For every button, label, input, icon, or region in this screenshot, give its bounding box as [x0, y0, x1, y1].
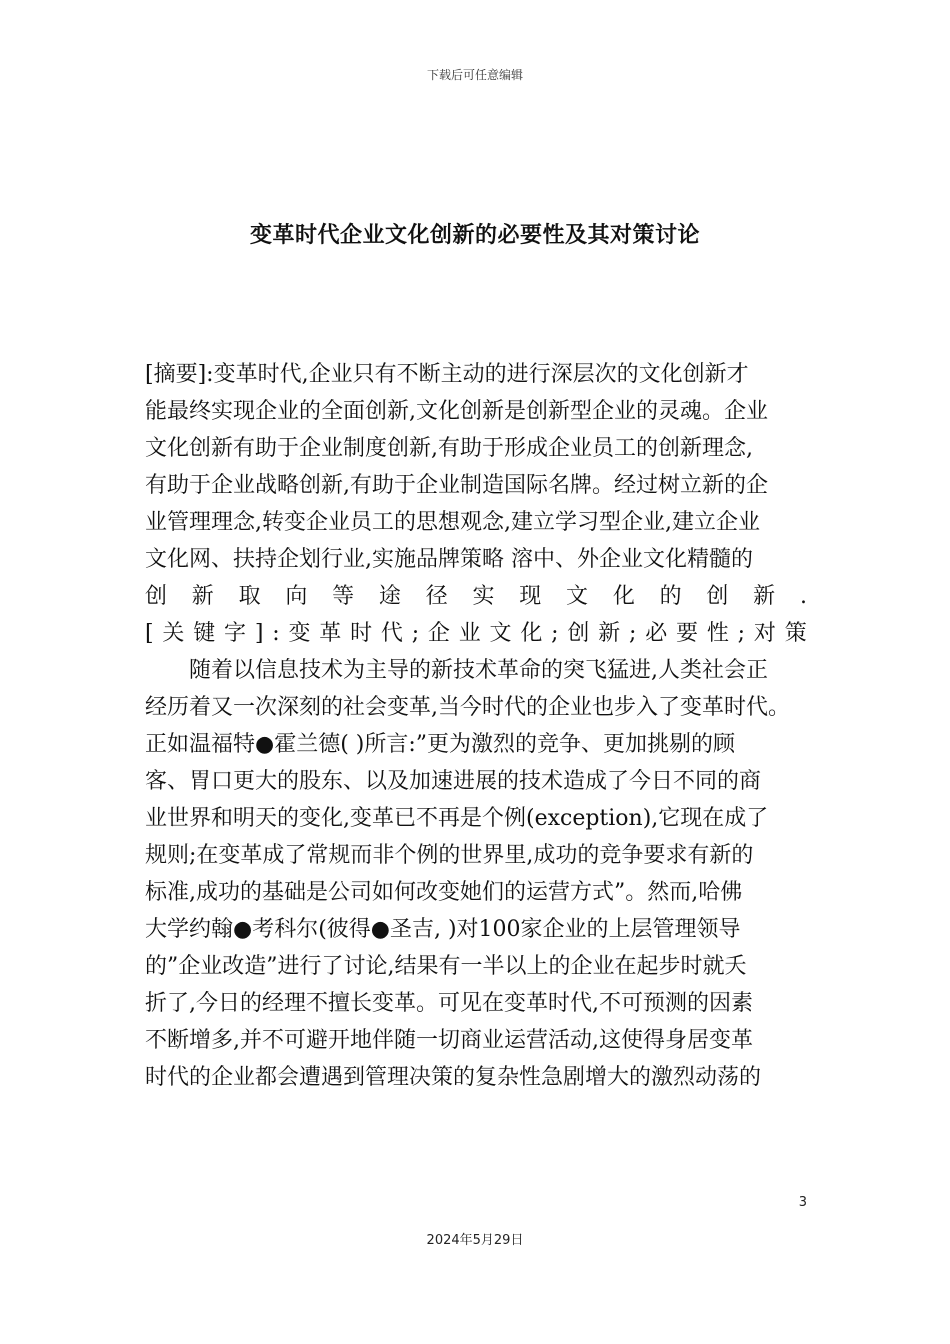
paragraph-line: 大学约翰●考科尔(彼得●圣吉, )对100家企业的上层管理领导: [145, 917, 741, 942]
spread-char: 策: [784, 621, 807, 646]
spread-char: 创: [706, 584, 729, 609]
spread-char: ;: [411, 621, 420, 646]
spread-char: 业: [458, 621, 481, 646]
spread-char: 要: [676, 621, 699, 646]
paragraph-line: 经历着又一次深刻的社会变革,当今时代的企业也步入了变革时代。: [145, 695, 790, 720]
spread-char: 新: [191, 584, 214, 609]
footer-date: 2024年5月29日: [426, 1233, 524, 1248]
spread-char: 性: [706, 621, 729, 646]
spread-char: 必: [645, 621, 668, 646]
abstract-line: [摘要]:变革时代,企业只有不断主动的进行深层次的文化创新才: [145, 362, 749, 387]
abstract-line: 文化网、扶持企划行业,实施品牌策略 溶中、外企业文化精髓的: [145, 547, 753, 572]
paragraph-line: 规则;在变革成了常规而非个例的世界里,成功的竞争要求有新的: [145, 843, 754, 868]
spread-char: 变: [288, 621, 311, 646]
header-note: 下载后可任意编辑: [426, 68, 523, 82]
spread-char: [: [145, 621, 154, 646]
spread-char: 取: [238, 584, 261, 609]
spread-char: 的: [659, 584, 682, 609]
spread-char: ;: [737, 621, 746, 646]
spread-char: 新: [598, 621, 621, 646]
spread-char: 代: [380, 621, 403, 646]
spread-char: 文: [489, 621, 512, 646]
spread-char: 文: [566, 584, 589, 609]
spread-char: ]: [254, 621, 264, 646]
paragraph-line: 的”企业改造”进行了讨论,结果有一半以上的企业在起步时就夭: [145, 954, 747, 979]
abstract-line: 能最终实现企业的全面创新,文化创新是创新型企业的灵魂。企业: [145, 399, 768, 424]
spread-char: 对: [753, 621, 776, 646]
spread-char: ;: [629, 621, 637, 646]
spread-char: 实: [472, 584, 495, 609]
spread-char: 革: [319, 621, 342, 646]
spread-char: 化: [520, 621, 543, 646]
paragraph-line: 标准,成功的基础是公司如何改变她们的运营方式”。然而,哈佛: [145, 880, 743, 905]
spread-char: 字: [224, 621, 247, 646]
paragraph-line: 客、胃口更大的股东、以及加速进展的技术造成了今日不同的商: [145, 769, 762, 794]
spread-char: 径: [425, 584, 448, 609]
spread-char: 企: [427, 621, 450, 646]
spread-char: 时: [350, 621, 373, 646]
paragraph-line: 时代的企业都会遭遇到管理决策的复杂性急剧增大的激烈动荡的: [145, 1065, 762, 1090]
page-number: 3: [798, 1195, 807, 1210]
document-title: 变革时代企业文化创新的必要性及其对策讨论: [249, 223, 700, 248]
spread-char: .: [799, 584, 807, 609]
spread-char: :: [272, 621, 280, 646]
paragraph-line: 正如温福特●霍兰德( )所言:”更为激烈的竞争、更加挑剔的顾: [145, 732, 736, 757]
abstract-line: 有助于企业战略创新,有助于企业制造国际名牌。经过树立新的企: [145, 473, 768, 498]
spread-char: 关: [162, 621, 185, 646]
abstract-line: 文化创新有助于企业制度创新,有助于形成企业员工的创新理念,: [145, 436, 753, 461]
spread-char: 键: [193, 621, 216, 646]
spread-char: 创: [567, 621, 590, 646]
spread-char: ;: [551, 621, 559, 646]
paragraph-line: 业世界和明天的变化,变革已不再是个例(exception),它现在成了: [145, 806, 769, 831]
abstract-line: 业管理理念,转变企业员工的思想观念,建立学习型企业,建立企业: [145, 510, 760, 535]
paragraph-line: 不断增多,并不可避开地伴随一切商业运营活动,这使得身居变革: [145, 1028, 753, 1053]
spread-char: 途: [378, 584, 401, 609]
paragraph-line: 随着以信息技术为主导的新技术革命的突飞猛进,人类社会正: [189, 658, 768, 683]
document-body: [145, 356, 807, 1096]
spread-char: 向: [285, 584, 308, 609]
spread-char: 新: [753, 584, 776, 609]
spread-char: 化: [612, 584, 635, 609]
spread-char: 创: [145, 584, 168, 609]
paragraph-line: 折了,今日的经理不擅长变革。可见在变革时代,不可预测的因素: [145, 991, 753, 1016]
abstract-line-spread: [145, 578, 807, 615]
keywords-line: [145, 615, 807, 652]
spread-char: 现: [519, 584, 542, 609]
spread-char: 等: [332, 584, 355, 609]
